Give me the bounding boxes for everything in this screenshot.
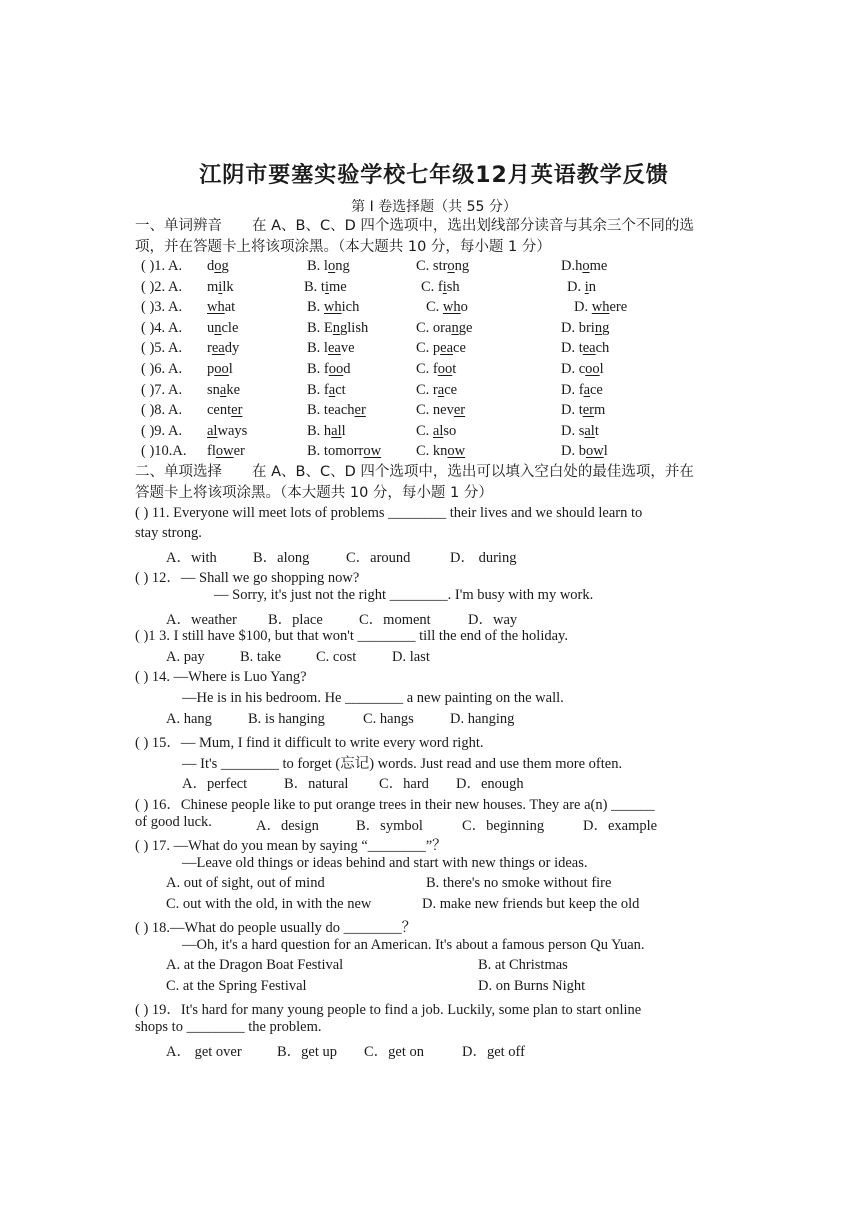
word-option-d-hl: oo: [585, 361, 600, 377]
word-option-b-post: ct: [335, 381, 346, 398]
word-item-number: ( )2. A.: [141, 278, 183, 295]
word-option-c-hl: al: [432, 422, 444, 439]
word-option-b-hl: al: [331, 422, 342, 439]
word-option-a-hl: n: [214, 319, 222, 336]
section1-instruction-a: 在 A、B、C、D 四个选项中，选出划线部分读音与其余三个不同的选: [252, 218, 694, 234]
word-option-d-post: t: [594, 422, 599, 439]
section1-heading: 一、单词辨音: [135, 218, 222, 234]
word-item-number: ( )10.A.: [141, 443, 187, 460]
word-option-d-hl: i: [584, 278, 589, 295]
q17-option-a: A. out of sight, out of mind: [166, 875, 325, 891]
word-option-b-post: ng: [335, 258, 350, 274]
word-option-c-post: t: [452, 361, 457, 377]
word-option-a-post: l: [228, 361, 233, 377]
word-option-a: [207, 361, 233, 378]
word-option-d: [574, 299, 627, 316]
word-option-c-pre: C. ora: [416, 319, 452, 336]
q14-line2: —He is in his bedroom. He ________ a new painting on the wall.: [182, 690, 564, 706]
word-item-5: [141, 340, 741, 360]
word-item-2: [141, 279, 741, 299]
q11-option-d: D． during: [450, 550, 517, 566]
word-option-d-pre: D. c: [561, 361, 586, 377]
q15-line1: ( ) 15．— Mum, I find it difficult to write every word right.: [135, 735, 484, 751]
word-option-d: [567, 279, 596, 296]
q17-option-c: C. out with the old, in with the new: [166, 896, 372, 912]
word-option-d: [561, 320, 609, 337]
word-option-b-hl: i: [324, 278, 329, 295]
word-option-b-hl: n: [332, 319, 341, 336]
q12-line1: ( ) 12．— Shall we go shopping now?: [135, 570, 360, 586]
word-option-a: [207, 340, 239, 357]
word-option-c-pre: C. str: [416, 258, 448, 274]
q14-option-b: B. is hanging: [248, 711, 325, 727]
word-option-b-pre: B.: [307, 299, 324, 316]
word-option-a-pre: d: [207, 258, 215, 274]
word-option-d-pre: D. t: [561, 402, 583, 419]
word-item-6: [141, 361, 741, 381]
word-item-10: [141, 443, 741, 463]
word-item-number: ( )8. A.: [141, 402, 183, 419]
word-option-c-post: ce: [453, 340, 466, 357]
word-option-a-hl: er: [231, 402, 243, 419]
word-option-d-post: g: [602, 319, 610, 336]
word-option-b-hl: a: [328, 381, 336, 398]
word-option-c: [421, 279, 460, 296]
word-option-a-post: g: [221, 258, 229, 274]
page-title: 江阴市要塞实验学校七年级12月英语教学反馈: [199, 163, 669, 188]
word-option-d-pre: D. bri: [561, 319, 595, 336]
q18-option-d: D. on Burns Night: [478, 978, 586, 994]
word-option-a-post: er: [233, 443, 245, 460]
q19-option-b: B．get up: [277, 1044, 338, 1060]
q18-option-c: C. at the Spring Festival: [166, 978, 307, 994]
word-option-d: [561, 361, 604, 378]
word-option-b-hl: o: [327, 258, 336, 274]
q15-option-a: A．perfect: [182, 776, 248, 792]
word-item-number: ( )5. A.: [141, 340, 183, 357]
word-option-c-pre: C. f: [421, 278, 443, 295]
q17-option-b: B. there's no smoke without fire: [426, 875, 612, 891]
word-option-d-hl: al: [584, 422, 595, 439]
word-option-b-pre: B. tomorr: [307, 443, 364, 460]
word-option-d-hl: er: [582, 402, 595, 419]
q13-line1: ( )1 3. I still have $100, but that won't ________ till the end of the holiday.: [135, 628, 568, 644]
q12-option-a: A．weather: [166, 612, 237, 628]
word-option-a-hl: ea: [211, 340, 225, 357]
word-option-a-hl: ow: [215, 443, 234, 460]
word-option-a-pre: cent: [207, 402, 232, 419]
word-option-d-post: ere: [609, 299, 628, 316]
word-option-c-pre: C. f: [416, 361, 438, 377]
word-option-a-hl: a: [219, 381, 227, 398]
word-option-d-post: n: [588, 278, 597, 295]
q18-line1: ( ) 18.—What do people usually do ________？: [135, 920, 417, 936]
section1-instruction-b: 项，并在答题卡上将该项涂黑。（本大题共 10 分，每小题 1 分）: [135, 238, 551, 255]
q11-line2: stay strong.: [135, 525, 202, 541]
q13-option-d: D. last: [392, 649, 430, 665]
word-option-b-hl: oo: [328, 361, 344, 377]
word-item-7: [141, 382, 741, 402]
word-option-b-pre: B. f: [307, 361, 329, 377]
word-option-d-hl: n: [594, 319, 603, 336]
word-option-a-hl: i: [218, 278, 223, 295]
word-option-a-hl: oo: [214, 361, 229, 377]
q18-option-b: B. at Christmas: [478, 957, 568, 973]
word-option-c-post: ce: [444, 381, 458, 398]
q11-option-c: C．around: [346, 550, 411, 566]
q13-option-b: B. take: [240, 649, 282, 665]
word-option-b: [307, 402, 366, 419]
word-option-a: [207, 258, 229, 275]
word-option-d: [561, 443, 608, 460]
word-option-a-pre: r: [207, 340, 212, 357]
q19-line2: shops to ________ the problem.: [135, 1019, 322, 1035]
word-option-d: [561, 423, 599, 440]
word-option-c: [416, 423, 456, 440]
word-option-c: [416, 361, 456, 378]
word-option-a-pre: m: [207, 278, 219, 295]
q12-option-b: B．place: [268, 612, 323, 628]
word-option-d-pre: D.: [574, 299, 592, 316]
word-option-a: [207, 279, 234, 296]
q16-option-a: A．design: [256, 818, 319, 834]
q17-line2: —Leave old things or ideas behind and start with new things or ideas.: [182, 855, 588, 871]
q14-option-a: A. hang: [166, 711, 212, 727]
word-option-d-post: l: [599, 361, 604, 377]
q19-option-c: C．get on: [364, 1044, 425, 1060]
word-option-b-hl: ow: [363, 443, 382, 460]
word-option-a: [207, 299, 235, 316]
word-option-c: [416, 320, 472, 337]
q16-option-c: C．beginning: [462, 818, 545, 834]
word-option-c-pre: C. kn: [416, 443, 448, 460]
section2-instruction-a: 在 A、B、C、D 四个选项中，选出可以填入空白处的最佳选项，并在: [252, 464, 694, 480]
q18-line2: —Oh, it's a hard question for an American. It's about a famous person Qu Yuan.: [182, 937, 645, 953]
word-option-a-post: ke: [226, 381, 241, 398]
word-option-d-hl: wh: [591, 299, 610, 316]
word-option-d-pre: D.: [567, 278, 585, 295]
word-option-b: [307, 443, 381, 460]
word-item-number: ( )9. A.: [141, 422, 183, 439]
word-option-b: [307, 382, 346, 399]
word-option-a-hl: wh: [207, 299, 225, 316]
word-option-d-pre: D. f: [561, 381, 584, 398]
word-option-a-post: lk: [222, 278, 234, 295]
q18-option-a: A. at the Dragon Boat Festival: [166, 957, 344, 973]
q16-option-d: D．example: [583, 818, 658, 834]
word-option-c-pre: C. p: [416, 340, 441, 357]
word-option-c-post: sh: [446, 278, 460, 295]
word-option-b: [307, 258, 350, 275]
word-option-c-pre: C.: [416, 422, 433, 439]
word-option-d-hl: a: [583, 381, 590, 398]
word-option-b-pre: B. teach: [307, 402, 355, 419]
word-option-c-hl: ow: [447, 443, 466, 460]
q16-line2: of good luck.: [135, 814, 212, 830]
word-item-number: ( )1. A.: [141, 258, 183, 274]
word-option-a-post: cle: [221, 319, 239, 336]
word-item-9: [141, 423, 741, 443]
section2-instruction: [135, 462, 735, 503]
word-option-d: [561, 382, 603, 399]
page-subtitle: 第 I 卷选择题（共 55 分）: [351, 199, 517, 215]
word-item-8: [141, 402, 741, 422]
word-option-c-hl: n: [451, 319, 459, 336]
section2-instruction-b: 答题卡上将该项涂黑。（本大题共 10 分，每小题 1 分）: [135, 484, 493, 501]
q16-option-b: B．symbol: [356, 818, 423, 834]
q15-option-c: C．hard: [379, 776, 429, 792]
word-option-c-post: so: [443, 422, 457, 439]
q12-option-d: D．way: [468, 612, 518, 628]
section1-instruction: [135, 216, 735, 257]
word-option-b-pre: B. l: [307, 258, 328, 274]
word-option-c-hl: er: [453, 402, 466, 419]
word-option-b-pre: B. l: [307, 340, 328, 357]
q16-line1: ( ) 16．Chinese people like to put orange trees in their new houses. They are a(n) ______: [135, 797, 655, 813]
word-option-c-hl: i: [442, 278, 447, 295]
word-option-b-pre: B. E: [307, 319, 333, 336]
word-option-c-pre: C. r: [416, 381, 438, 398]
q15-option-b: B．natural: [284, 776, 349, 792]
word-option-a-hl: al: [207, 422, 218, 439]
word-option-d-hl: ow: [585, 443, 604, 460]
word-item-number: ( )3. A.: [141, 299, 183, 316]
word-option-c-hl: ea: [440, 340, 454, 357]
q11-option-b: B．along: [253, 550, 310, 566]
word-option-b-post: d: [343, 361, 351, 377]
word-option-b: [307, 299, 359, 316]
word-option-d-post: ce: [590, 381, 603, 398]
word-option-b-hl: ea: [327, 340, 341, 357]
word-option-d-pre: D. b: [561, 443, 586, 460]
word-option-d: [561, 340, 609, 357]
word-option-d-pre: D. s: [561, 422, 585, 439]
q15-option-d: D．enough: [456, 776, 524, 792]
word-item-number: ( )6. A.: [141, 361, 183, 377]
word-item-number: ( )4. A.: [141, 319, 183, 336]
word-option-c-pre: C.: [426, 299, 443, 316]
word-option-b-pre: B. t: [304, 278, 325, 295]
word-option-b-post: l: [341, 422, 346, 439]
word-option-c: [416, 382, 457, 399]
word-option-d: [561, 258, 607, 275]
word-option-a-pre: p: [207, 361, 215, 377]
word-option-c-hl: wh: [442, 299, 461, 316]
q13-option-c: C. cost: [316, 649, 357, 665]
q17-option-d: D. make new friends but keep the old: [422, 896, 640, 912]
word-option-c-hl: a: [437, 381, 445, 398]
word-item-3: [141, 299, 741, 319]
word-option-c: [416, 340, 466, 357]
q13-option-a: A. pay: [166, 649, 205, 665]
q14-option-d: D. hanging: [450, 711, 515, 727]
q12-line2: — Sorry, it's just not the right ________. I'm busy with my work.: [214, 587, 594, 603]
word-option-c-post: ge: [458, 319, 473, 336]
word-option-c: [426, 299, 468, 316]
word-option-a-hl: o: [214, 258, 222, 274]
q19-option-a: A． get over: [166, 1044, 242, 1060]
q19-line1: ( ) 19．It's hard for many young people to find a job. Luckily, some plan to start online: [135, 1002, 642, 1018]
word-option-c: [416, 402, 465, 419]
q15-line2: — It's ________ to forget (忘记) words. Just read and use them more often.: [182, 756, 623, 772]
word-option-c: [416, 443, 465, 460]
word-option-c-hl: oo: [437, 361, 453, 377]
word-item-4: [141, 320, 741, 340]
word-item-number: ( )7. A.: [141, 381, 183, 398]
q19-option-d: D．get off: [462, 1044, 525, 1060]
word-option-c-pre: C. nev: [416, 402, 454, 419]
word-option-a-post: dy: [224, 340, 240, 357]
word-option-d-pre: D.h: [561, 258, 583, 274]
word-option-b-post: me: [328, 278, 347, 295]
word-option-d-post: ch: [595, 340, 610, 357]
word-option-d-hl: ea: [582, 340, 596, 357]
q11-line1: ( ) 11. Everyone will meet lots of problems ________ their lives and we should learn to: [135, 505, 643, 521]
word-option-c: [416, 258, 469, 275]
word-option-b: [307, 423, 346, 440]
word-option-d-post: l: [603, 443, 608, 460]
word-option-b-post: ich: [341, 299, 360, 316]
q14-line1: ( ) 14. —Where is Luo Yang?: [135, 669, 307, 685]
section2-heading: 二、单项选择: [135, 464, 222, 480]
q12-option-c: C．moment: [359, 612, 431, 628]
word-option-b: [304, 279, 347, 296]
word-option-a-pre: u: [207, 319, 215, 336]
word-option-a-post: at: [224, 299, 236, 316]
word-option-a-pre: sn: [207, 381, 220, 398]
word-option-a: [207, 423, 247, 440]
q17-line1: ( ) 17. —What do you mean by saying “________”？: [135, 838, 447, 854]
q14-option-c: C. hangs: [363, 711, 414, 727]
word-option-d-post: me: [589, 258, 608, 274]
word-option-a: [207, 320, 238, 337]
word-option-b: [307, 340, 355, 357]
word-option-b-pre: B. f: [307, 381, 329, 398]
word-option-d-hl: o: [582, 258, 590, 274]
word-option-a: [207, 402, 242, 419]
word-option-b-hl: er: [354, 402, 366, 419]
word-item-1: [141, 258, 741, 278]
word-option-a-post: ways: [217, 422, 248, 439]
word-option-d-pre: D. t: [561, 340, 583, 357]
word-option-b: [307, 320, 368, 337]
word-option-b-post: glish: [340, 319, 369, 336]
word-option-a: [207, 443, 245, 460]
word-option-b-hl: wh: [323, 299, 342, 316]
word-option-c-hl: o: [447, 258, 455, 274]
word-option-b: [307, 361, 351, 378]
word-option-c-post: ng: [454, 258, 470, 274]
word-option-d: [561, 402, 605, 419]
word-option-b-post: ve: [340, 340, 355, 357]
word-option-b-pre: B. h: [307, 422, 332, 439]
q11-option-a: A．with: [166, 550, 217, 566]
word-option-d-post: m: [594, 402, 606, 419]
word-option-a-pre: fl: [207, 443, 216, 460]
word-option-a: [207, 382, 240, 399]
word-option-c-post: o: [460, 299, 468, 316]
